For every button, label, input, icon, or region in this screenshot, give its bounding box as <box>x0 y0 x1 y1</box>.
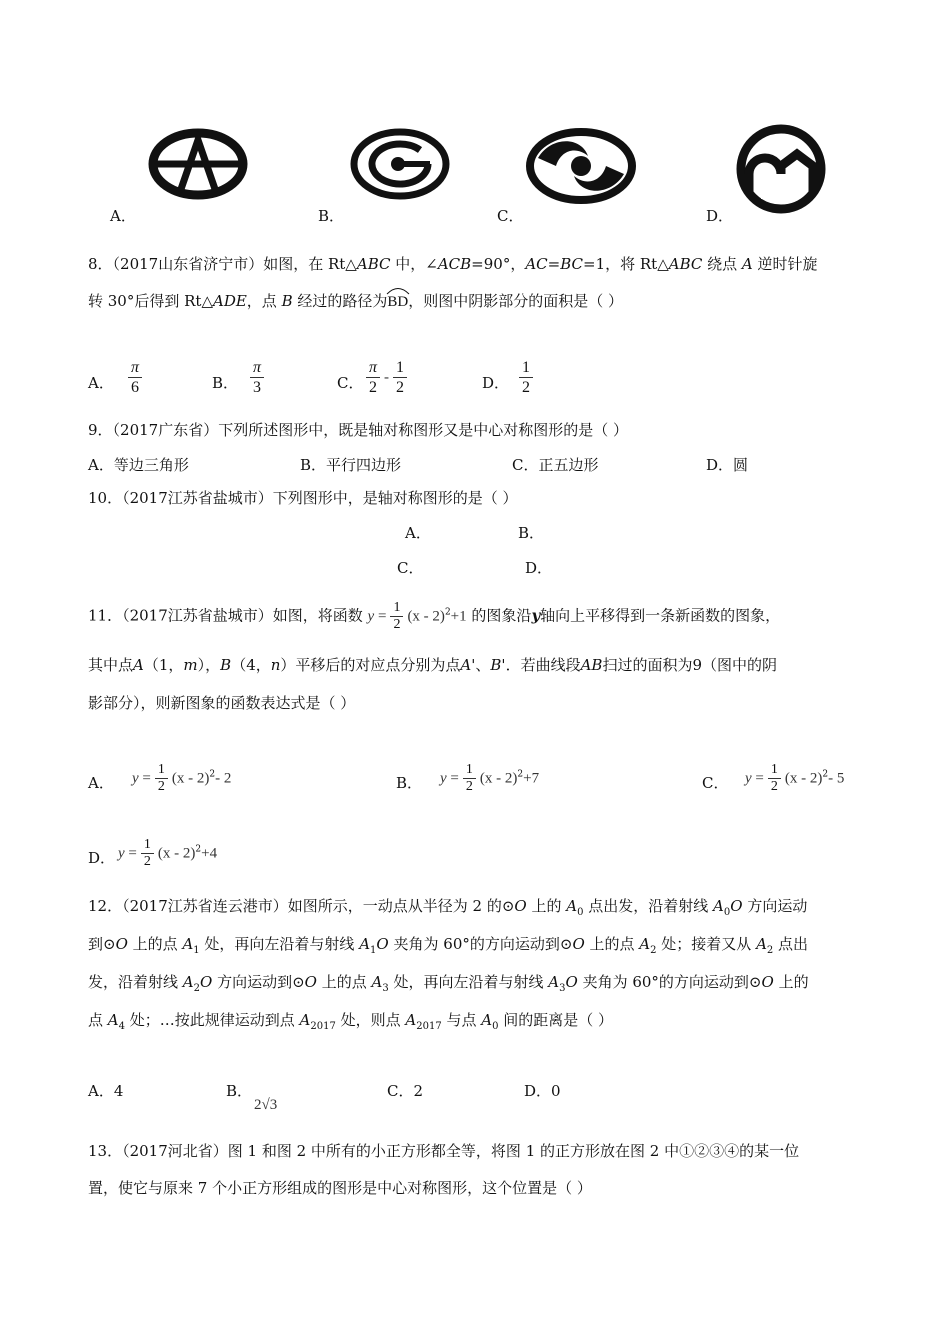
q8-option-c[interactable]: $\frac{\pi}{2}$ - $\frac{1}{2}$ <box>362 358 411 397</box>
q8-option-c-label: C． <box>337 374 364 392</box>
q8-option-a[interactable]: $\frac{\pi}{6}$ <box>124 358 146 397</box>
q11-option-b-label: B． <box>396 774 423 792</box>
q13-line1: 13．（2017河北省）图 1 和图 2 中所有的小正方形都全等，将图 1 的正方形放在图 2 中①②③④的某一位 <box>88 1142 800 1160</box>
q12-option-b-label: B． <box>226 1082 253 1100</box>
q8-option-b-label: B． <box>212 374 239 392</box>
q10-text: 10．（2017江苏省盐城市）下列图形中，是轴对称图形的是（ ） <box>88 489 518 507</box>
q11-option-a[interactable]: y = $\frac{1}{2}$ (x - 2)$^2$- 2 <box>132 762 232 794</box>
q12-line2: 到⊙O 上的点 $A_1$ 处，再向左沿着与射线 $A_1O$ 夹角为 60°的方向运动到⊙O 上的点 $A_2$ 处；接着又从 $A_2$ 点出 <box>88 935 809 956</box>
q10-option-a[interactable]: A． <box>405 524 431 542</box>
q10-option-c[interactable]: C． <box>397 559 424 577</box>
q8-line1: 8．（2017山东省济宁市）如图，在 Rt△ABC 中，∠ACB=90°，AC=BC=1，将 Rt△ABC 绕点 A 逆时针旋 <box>88 255 818 273</box>
logo-a-label: A． <box>110 207 136 225</box>
q9-option-c[interactable]: C．正五边形 <box>512 456 599 474</box>
q8-option-d[interactable]: $\frac{1}{2}$ <box>515 358 537 397</box>
q11-option-c-label: C． <box>702 774 729 792</box>
q8-option-a-label: A． <box>88 374 114 392</box>
q11-option-d-label: D． <box>88 849 116 867</box>
logo-d-label: D． <box>706 207 734 225</box>
q9-text: 9．（2017广东省）下列所述图形中，既是轴对称图形又是中心对称图形的是（ ） <box>88 421 628 439</box>
logo-d-icon <box>733 124 829 218</box>
q11-line1: 11．（2017江苏省盐城市）如图，将函数 y = $\frac{1}{2}$ (x - 2)$^2$+1 的图象沿y轴向上平移得到一条新函数的图象， <box>88 600 781 632</box>
q9-option-a[interactable]: A．等边三角形 <box>88 456 189 474</box>
arc-bd: BD <box>387 292 408 312</box>
logo-c-label: C． <box>497 207 524 225</box>
q12-option-a[interactable]: A．4 <box>88 1082 124 1100</box>
q9-option-d[interactable]: D．圆 <box>706 456 749 474</box>
q8-option-d-label: D． <box>482 374 510 392</box>
q10-option-b[interactable]: B． <box>518 524 545 542</box>
logo-b-label: B． <box>318 207 345 225</box>
q11-option-a-label: A． <box>88 774 114 792</box>
q10-option-d[interactable]: D． <box>525 559 553 577</box>
q9-option-b[interactable]: B．平行四边形 <box>300 456 402 474</box>
q13-line2: 置，使它与原来 7 个小正方形组成的图形是中心对称图形，这个位置是（ ） <box>88 1179 592 1197</box>
logo-c-icon <box>526 128 636 208</box>
q12-line1: 12．（2017江苏省连云港市）如图所示，一动点从半径为 2 的⊙O 上的 $A_0$ 点出发，沿着射线 $A_0O$ 方向运动 <box>88 897 808 918</box>
q12-line3: 发，沿着射线 $A_2O$ 方向运动到⊙O 上的点 $A_3$ 处，再向左沿着与射线 $A_3O$ 夹角为 60°的方向运动到⊙O 上的 <box>88 973 809 994</box>
q12-option-d[interactable]: D．0 <box>524 1082 561 1100</box>
q11-option-d[interactable]: y = $\frac{1}{2}$ (x - 2)$^2$+4 <box>118 837 218 869</box>
logo-b-icon <box>350 128 450 204</box>
q8-option-b[interactable]: $\frac{\pi}{3}$ <box>246 358 268 397</box>
q11-line2: 其中点A（1，m），B（4，n）平移后的对应点分别为点A'、B'．若曲线段AB扫过的面积为9（图中的阴 <box>88 656 777 674</box>
q12-option-b[interactable]: 2√3 <box>254 1097 278 1113</box>
q12-line4: 点 $A_4$ 处；…按此规律运动到点 $A_{2017}$ 处，则点 $A_{2017}$ 与点 $A_0$ 间的距离是（ ） <box>88 1011 613 1032</box>
q11-option-b[interactable]: y = $\frac{1}{2}$ (x - 2)$^2$+7 <box>440 762 540 794</box>
logo-a-icon <box>148 128 248 204</box>
q11-line3: 影部分），则新图象的函数表达式是（ ） <box>88 694 356 712</box>
q11-option-c[interactable]: y = $\frac{1}{2}$ (x - 2)$^2$- 5 <box>745 762 845 794</box>
q8-line2: 转 30°后得到 Rt△ADE，点 B 经过的路径为 BD，则图中阴影部分的面积是（ ） <box>88 291 623 312</box>
q12-option-c[interactable]: C．2 <box>387 1082 424 1100</box>
